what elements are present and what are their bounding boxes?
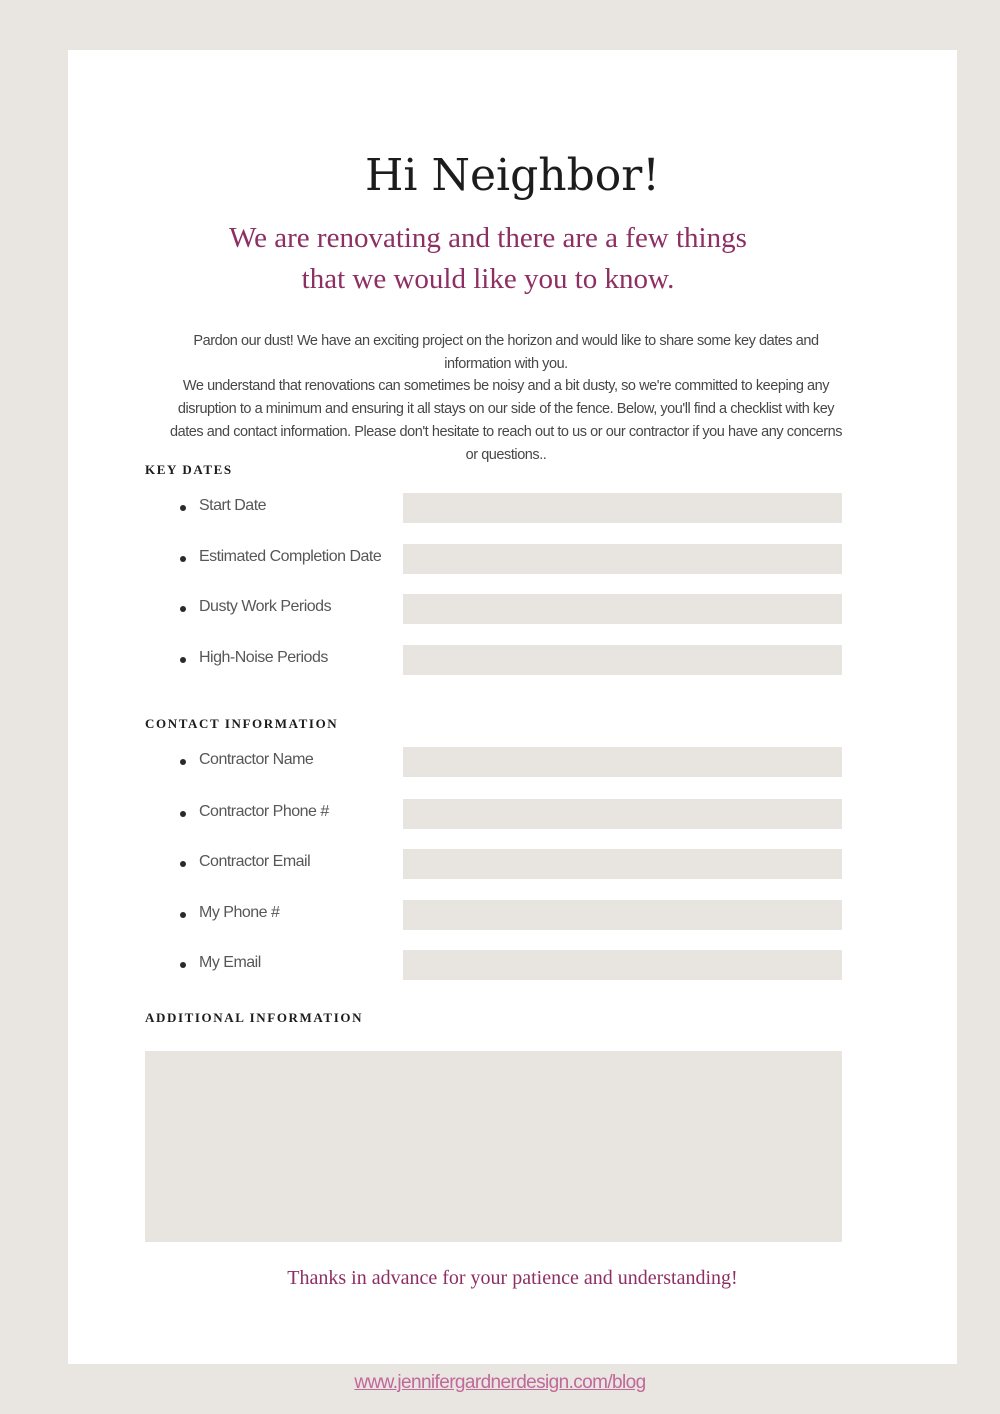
bullet-icon [180,505,186,511]
key-dates-heading: KEY DATES [145,462,233,477]
bullet-icon [180,811,186,817]
key-date-row [145,645,842,675]
page-title: Hi Neighbor! [365,150,660,201]
intro-text [168,330,844,466]
start-date-field[interactable] [403,493,842,523]
contractor-name-label: Contractor Name [199,751,314,768]
dusty-work-field[interactable] [403,594,842,624]
subtitle-line-1: We are renovating and there are a few things [229,222,747,254]
intro-paragraph-1: Pardon our dust! We have an exciting project on the horizon and would like to share some key dates and information with you. [193,333,819,372]
bullet-icon [180,861,186,867]
thanks-message: Thanks in advance for your patience and understanding! [287,1267,738,1289]
flyer-page [68,50,957,1364]
key-date-row [145,493,842,523]
completion-date-label: Estimated Completion Date [199,548,382,565]
contractor-name-field[interactable] [403,747,842,777]
subtitle-line-2: that we would like you to know. [301,263,675,295]
contractor-email-field[interactable] [403,849,842,879]
website-link[interactable]: www.jennifergardnerdesign.com/blog [354,1372,646,1393]
bullet-icon [180,657,186,663]
bullet-icon [180,606,186,612]
completion-date-field[interactable] [403,544,842,574]
contact-row [145,799,842,829]
contractor-phone-field[interactable] [403,799,842,829]
start-date-label: Start Date [199,497,267,514]
contractor-email-label: Contractor Email [199,853,311,870]
key-date-row [145,544,842,574]
additional-info-box[interactable] [145,1051,842,1242]
my-phone-label: My Phone # [199,904,280,921]
key-date-row [145,594,842,624]
contractor-phone-label: Contractor Phone # [199,803,329,820]
high-noise-label: High-Noise Periods [199,649,328,666]
bullet-icon [180,759,186,765]
contact-row [145,747,842,777]
subtitle [188,218,788,300]
contact-row [145,900,842,930]
contact-row [145,849,842,879]
dusty-work-label: Dusty Work Periods [199,598,332,615]
high-noise-field[interactable] [403,645,842,675]
bullet-icon [180,912,186,918]
bullet-icon [180,962,186,968]
my-phone-field[interactable] [403,900,842,930]
intro-paragraph-2: We understand that renovations can sometimes be noisy and a bit dusty, so we're committed to keeping any disruption to a minimum and ensuring it all stays on our side of the fence. Below, you'll find a checklist with key dates and contact information. Please don't hesitate to reach out to us or our contractor if you have any concerns or questions.. [169,378,843,463]
bullet-icon [180,556,186,562]
contact-row [145,950,842,980]
my-email-field[interactable] [403,950,842,980]
contact-heading: CONTACT INFORMATION [145,716,339,731]
my-email-label: My Email [199,954,261,971]
additional-heading: ADDITIONAL INFORMATION [145,1010,364,1025]
